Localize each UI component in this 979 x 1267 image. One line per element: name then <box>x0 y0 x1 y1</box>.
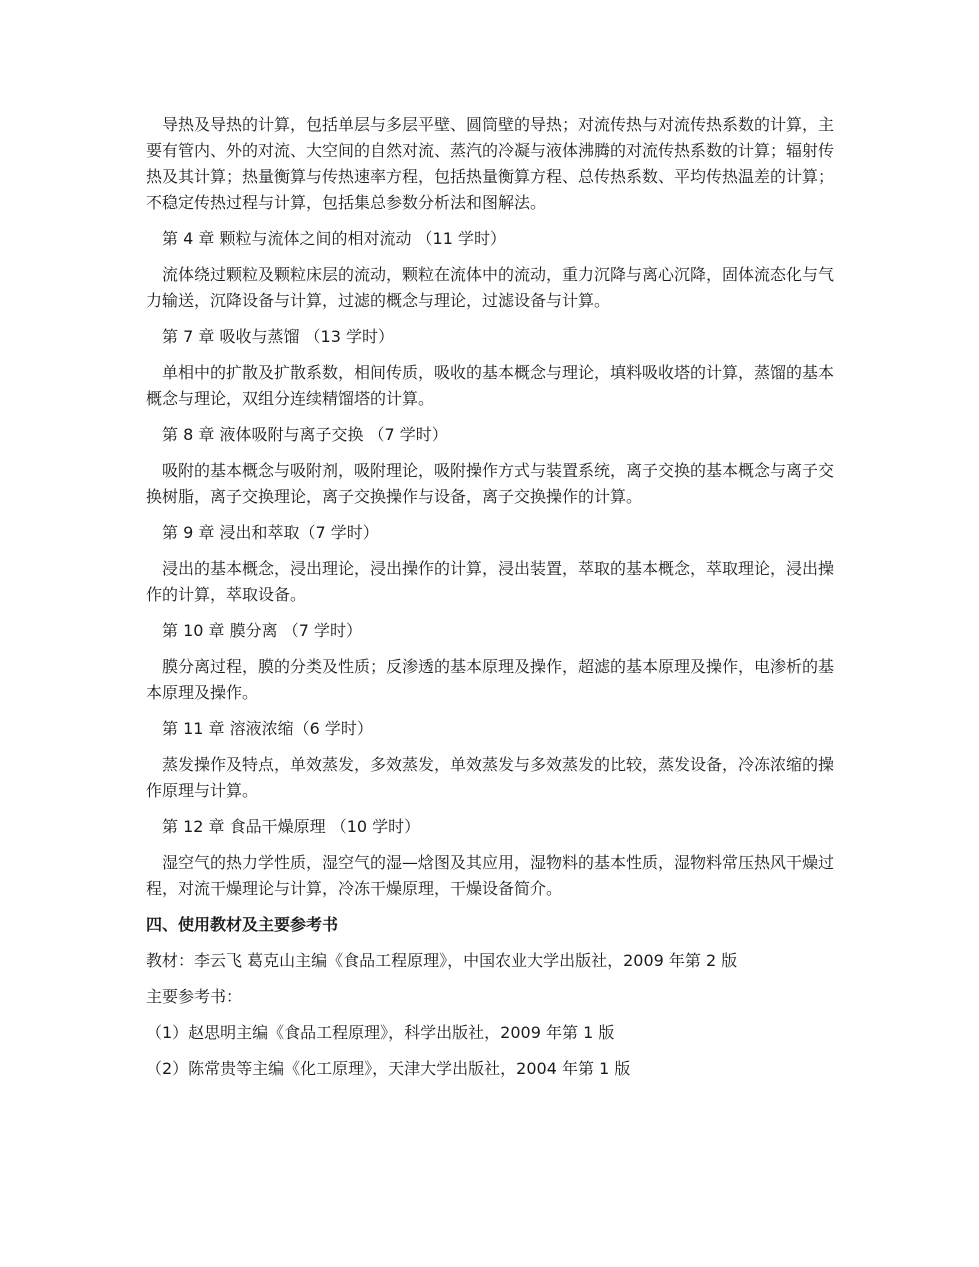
chapter-content: 单相中的扩散及扩散系数，相间传质，吸收的基本概念与理论，填料吸收塔的计算，蒸馏的基本概念与理论，双组分连续精馏塔的计算。 <box>146 363 835 408</box>
chapter-heading: 第 9 章 浸出和萃取（7 学时） <box>162 523 379 542</box>
chapter-list <box>146 226 838 902</box>
chapter-content: 蒸发操作及特点，单效蒸发，多效蒸发，单效蒸发与多效蒸发的比较，蒸发设备，冷冻浓缩的操作原理与计算。 <box>146 755 835 800</box>
reference-item: （2）陈常贵等主编《化工原理》，天津大学出版社，2004 年第 1 版 <box>146 1059 631 1078</box>
section-title: 四、使用教材及主要参考书 <box>146 915 339 934</box>
chapter-content: 流体绕过颗粒及颗粒床层的流动，颗粒在流体中的流动，重力沉降与离心沉降，固体流态化与气力输送，沉降设备与计算，过滤的概念与理论，过滤设备与计算。 <box>146 265 835 310</box>
intro-paragraph: 导热及导热的计算，包括单层与多层平壁、圆筒壁的导热；对流传热与对流传热系数的计算，主要有管内、外的对流、大空间的自然对流、蒸汽的冷凝与液体沸腾的对流传热系数的计算；辐射传热及其计算；热量衡算与传热速率方程，包括热量衡算方程、总传热系数、平均传热温差的计算；不稳定传热过程与计算，包括集总参数分析法和图解法。 <box>146 115 835 212</box>
chapter-heading: 第 4 章 颗粒与流体之间的相对流动 （11 学时） <box>162 229 506 248</box>
textbook-section <box>146 912 838 1082</box>
chapter-heading: 第 8 章 液体吸附与离子交换 （7 学时） <box>162 425 448 444</box>
chapter-heading: 第 10 章 膜分离 （7 学时） <box>162 621 362 640</box>
reference-item: （1）赵思明主编《食品工程原理》，科学出版社，2009 年第 1 版 <box>146 1023 615 1042</box>
chapter-content: 浸出的基本概念，浸出理论，浸出操作的计算，浸出装置，萃取的基本概念，萃取理论，浸出操作的计算，萃取设备。 <box>146 559 835 604</box>
document-page <box>146 112 838 1092</box>
chapter-content: 湿空气的热力学性质，湿空气的湿—焓图及其应用，湿物料的基本性质，湿物料常压热风干燥过程，对流干燥理论与计算，冷冻干燥原理，干燥设备简介。 <box>146 853 835 898</box>
chapter-content: 膜分离过程，膜的分类及性质；反渗透的基本原理及操作，超滤的基本原理及操作，电渗析的基本原理及操作。 <box>146 657 835 702</box>
chapter-heading: 第 11 章 溶液浓缩（6 学时） <box>162 719 373 738</box>
textbook-line: 教材：李云飞 葛克山主编《食品工程原理》，中国农业大学出版社，2009 年第 2 版 <box>146 951 738 970</box>
chapter-content: 吸附的基本概念与吸附剂，吸附理论，吸附操作方式与装置系统，离子交换的基本概念与离子交换树脂，离子交换理论，离子交换操作与设备，离子交换操作的计算。 <box>146 461 835 506</box>
chapter-heading: 第 12 章 食品干燥原理 （10 学时） <box>162 817 421 836</box>
chapter-heading: 第 7 章 吸收与蒸馏 （13 学时） <box>162 327 394 346</box>
references-label: 主要参考书： <box>146 987 243 1006</box>
